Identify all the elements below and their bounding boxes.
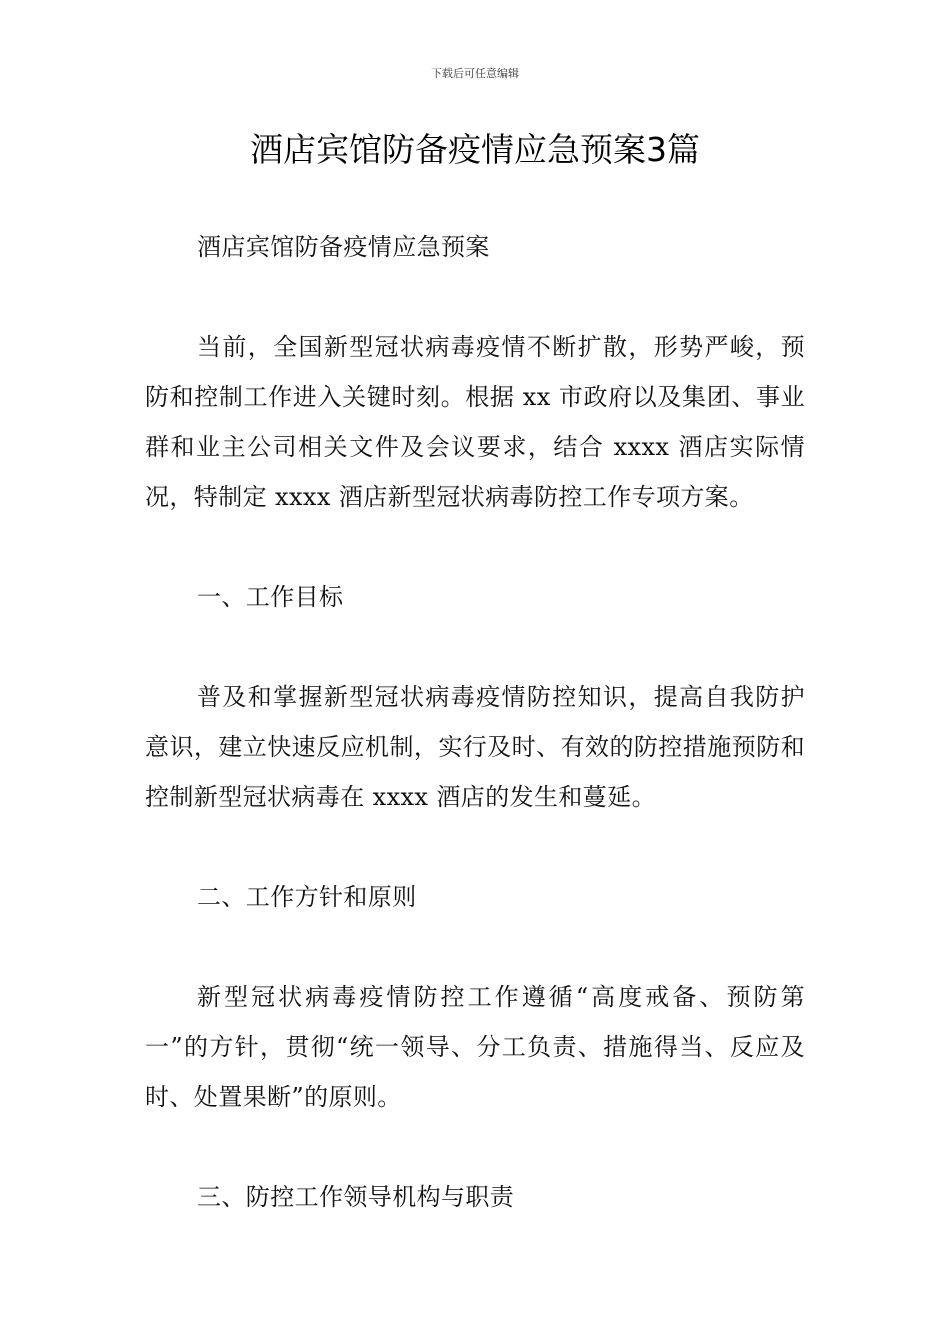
paragraph-gap [145,272,805,322]
paragraph-gap [145,1122,805,1172]
section-heading-3: 三、防控工作领导机构与职责 [197,1183,515,1211]
header-note: 下载后可任意编辑 [431,67,519,80]
paragraph-gap [145,622,805,672]
paragraph-gap [145,822,805,872]
subtitle-paragraph: 酒店宾馆防备疫情应急预案 [197,233,490,261]
goals-paragraph: 普及和掌握新型冠状病毒疫情防控知识，提高自我防护意识，建立快速反应机制，实行及时、有效的防控措施预防和控制新型冠状病毒在 xxxx 酒店的发生和蔓延。 [145,683,805,811]
section-heading-2: 二、工作方针和原则 [197,883,417,911]
section-heading-1: 一、工作目标 [197,583,344,611]
paragraph-gap [145,522,805,572]
document-body [145,222,805,1222]
document-title: 酒店宾馆防备疫情应急预案3篇 [250,130,700,169]
paragraph-gap [145,922,805,972]
intro-paragraph: 当前，全国新型冠状病毒疫情不断扩散，形势严峻，预防和控制工作进入关键时刻。根据 xx 市政府以及集团、事业群和业主公司相关文件及会议要求，结合 xxxx 酒店实际情况，特制定 xxxx 酒店新型冠状病毒防控工作专项方案。 [145,333,805,511]
principles-paragraph: 新型冠状病毒疫情防控工作遵循“高度戒备、预防第一”的方针，贯彻“统一领导、分工负责、措施得当、反应及时、处置果断”的原则。 [145,983,805,1111]
